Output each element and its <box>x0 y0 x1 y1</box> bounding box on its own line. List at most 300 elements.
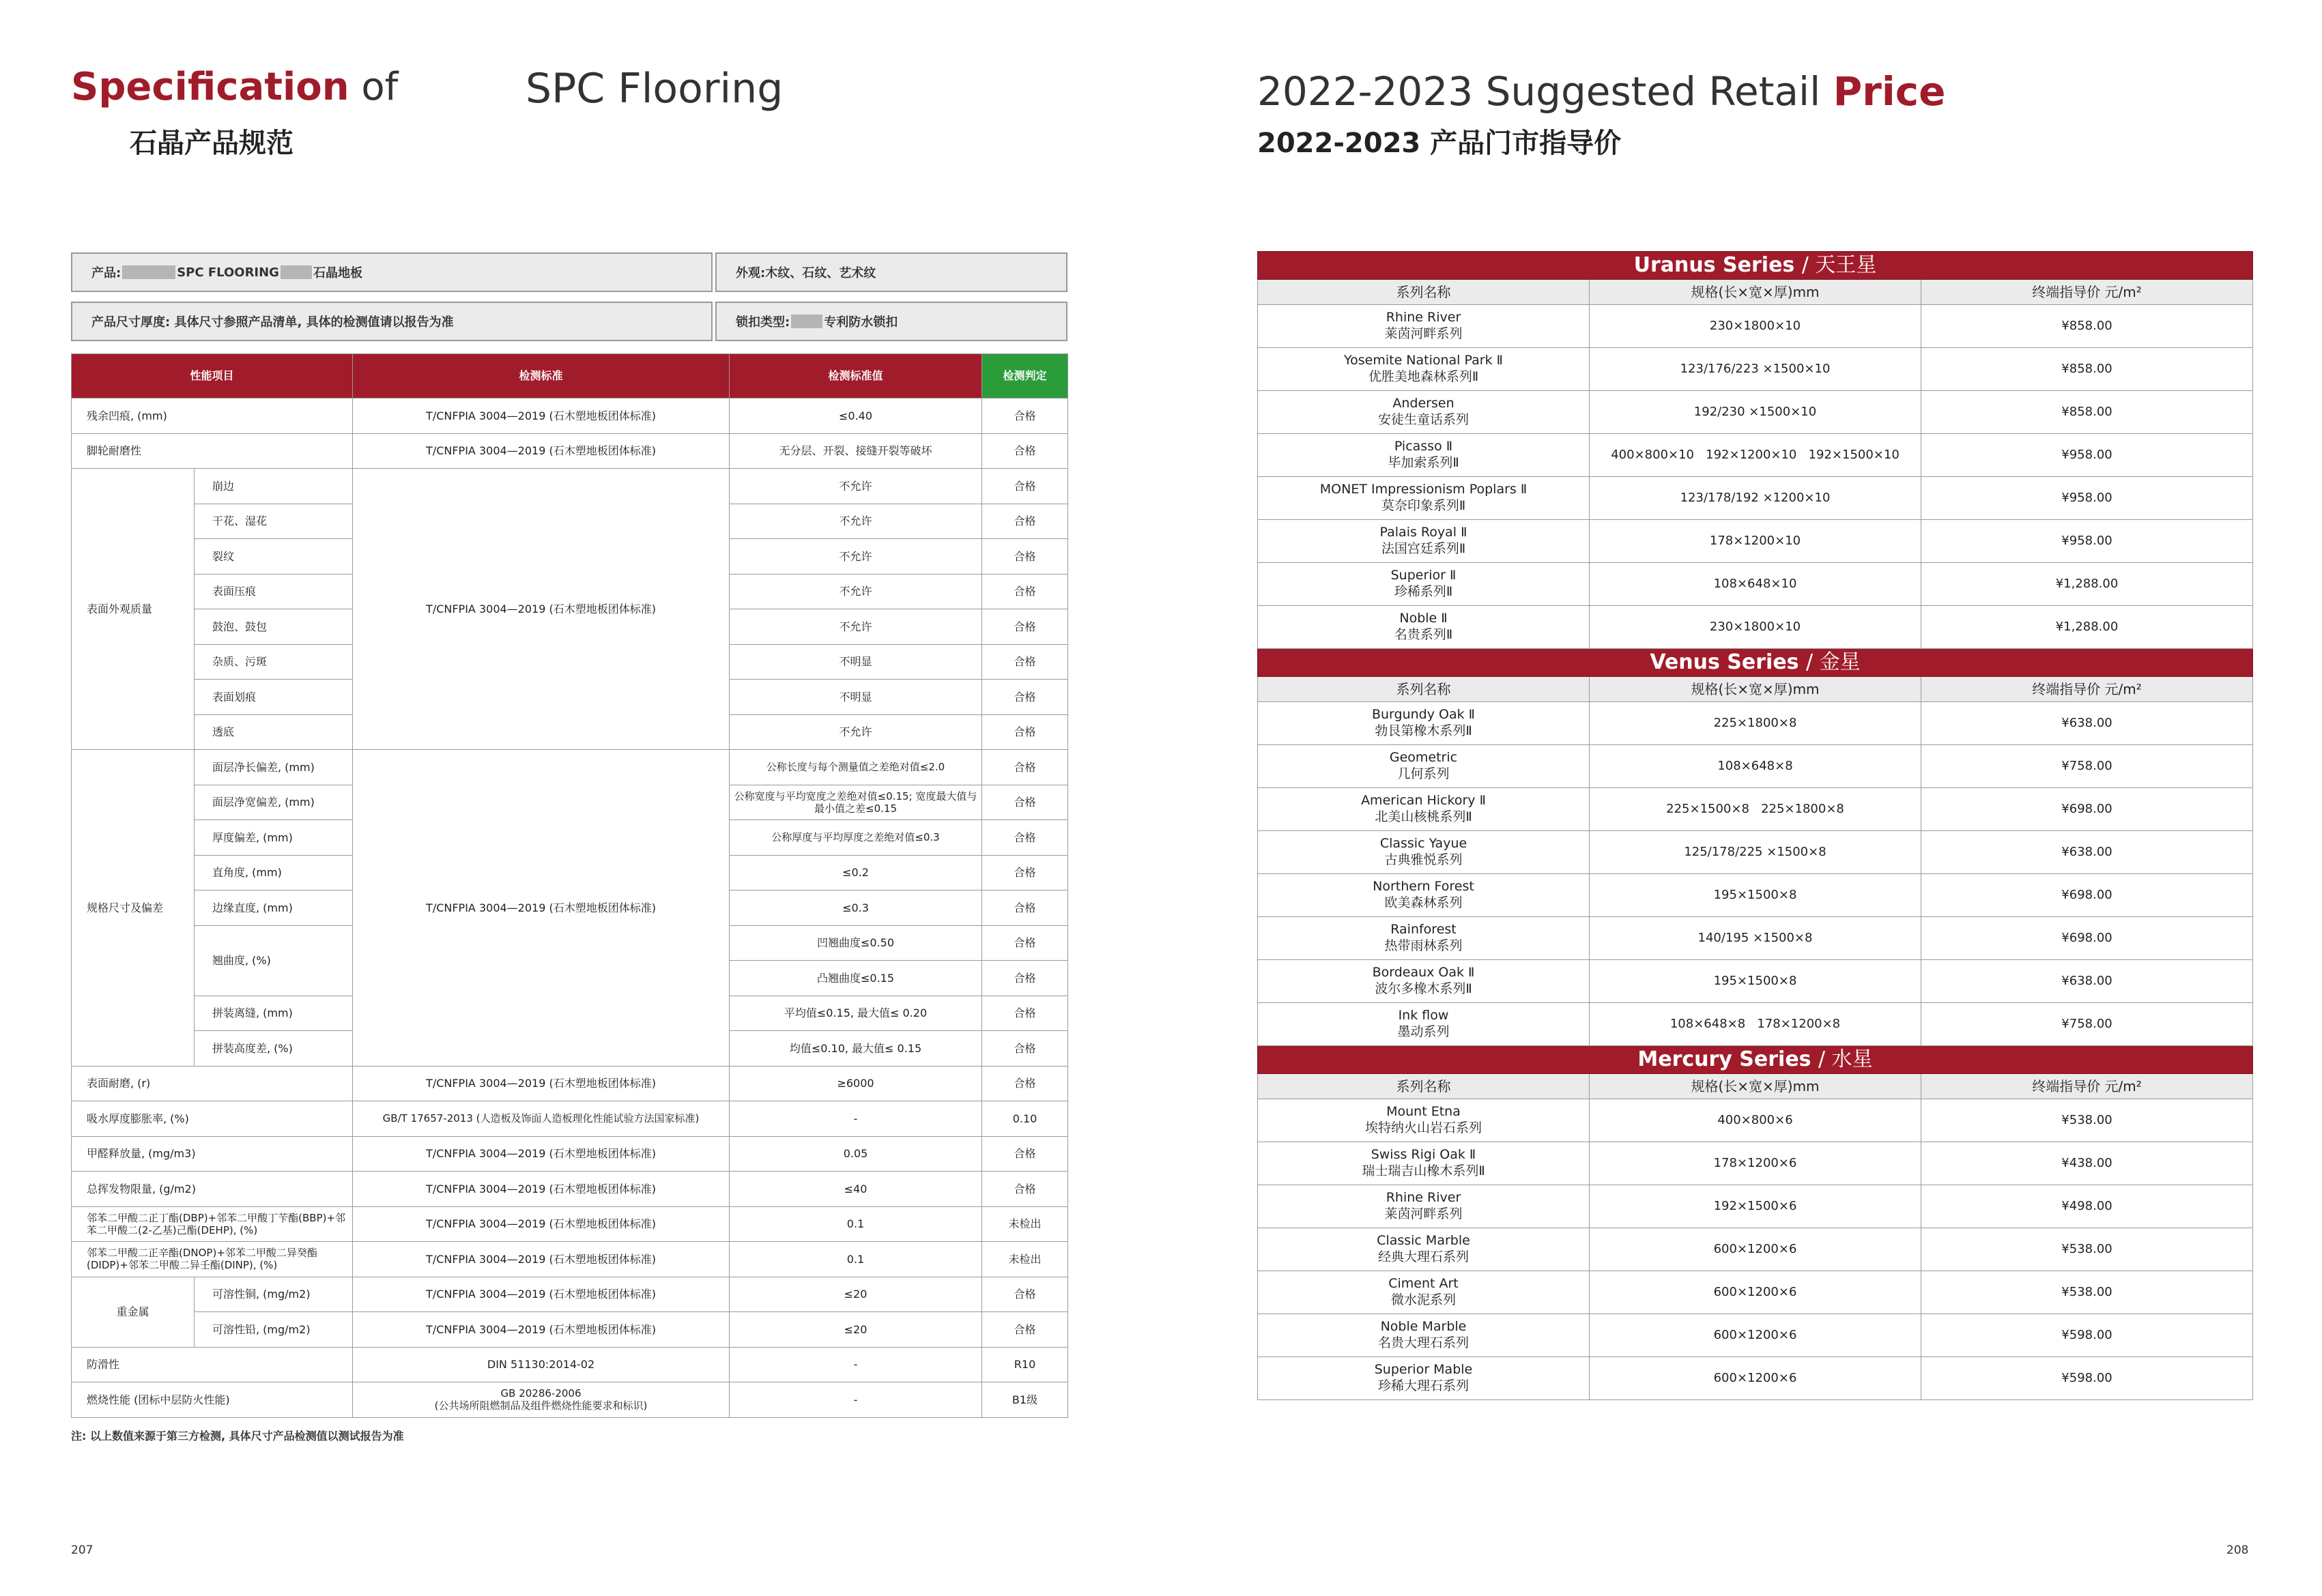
product-price: ¥1,288.00 <box>1921 606 2253 649</box>
product-name-en: Rhine River <box>1386 310 1461 325</box>
product-name-cn: 埃特纳火山岩石系列 <box>1364 1120 1482 1135</box>
size-header: 规格(长×宽×厚)mm <box>1590 1074 1921 1099</box>
product-size: 140/195 ×1500×8 <box>1590 917 1921 960</box>
row-value: 平均值≤0.15, 最大值≤ 0.20 <box>730 996 982 1031</box>
product-size: 400×800×10 192×1200×10 192×1500×10 <box>1590 434 1921 477</box>
row-subitem: 鼓泡、鼓包 <box>195 609 353 645</box>
series-name-header: 系列名称 <box>1258 677 1590 702</box>
column-header-row <box>1258 677 2253 702</box>
product-name-cell <box>1258 1003 1590 1046</box>
table-row <box>1258 305 2253 348</box>
row-subitem: 表面压痕 <box>195 574 353 609</box>
row-subitem: 厚度偏差, (mm) <box>195 820 353 856</box>
table-row <box>1258 1099 2253 1142</box>
product-name-en: Superior Ⅱ <box>1390 568 1457 583</box>
product-size: 225×1500×8 225×1800×8 <box>1590 788 1921 831</box>
product-price: ¥638.00 <box>1921 831 2253 874</box>
product-name-cell <box>1258 305 1590 348</box>
table-row <box>1258 745 2253 788</box>
product-price: ¥958.00 <box>1921 477 2253 520</box>
row-value: - <box>730 1101 982 1137</box>
row-value: ≤20 <box>730 1312 982 1348</box>
product-name-en: Noble Marble <box>1380 1319 1467 1335</box>
row-result: 合格 <box>982 680 1068 715</box>
row-value: 不允许 <box>730 609 982 645</box>
product-price: ¥958.00 <box>1921 434 2253 477</box>
product-name-en: Yosemite National Park Ⅱ <box>1344 353 1503 368</box>
series-header-row <box>1258 649 2253 677</box>
row-item: 表面耐磨, (r) <box>72 1066 353 1101</box>
size-info-box <box>71 302 713 341</box>
row-result: 未检出 <box>982 1242 1068 1277</box>
product-name-en: Superior Mable <box>1374 1362 1473 1378</box>
product-size: 225×1800×8 <box>1590 702 1921 745</box>
row-result: 合格 <box>982 1066 1068 1101</box>
price-header: 终端指导价 元/m² <box>1921 677 2253 702</box>
product-size: 600×1200×6 <box>1590 1271 1921 1314</box>
product-name-en: Burgundy Oak Ⅱ <box>1371 707 1476 723</box>
table-row <box>1258 1228 2253 1271</box>
row-value: ≤40 <box>730 1172 982 1207</box>
product-name-en: Rhine River <box>1386 1190 1461 1206</box>
row-standard: T/CNFPIA 3004—2019 (石木塑地板团体标准) <box>353 1312 730 1348</box>
row-value: - <box>730 1382 982 1418</box>
row-result: 合格 <box>982 398 1068 434</box>
row-value: 凸翘曲度≤0.15 <box>730 961 982 996</box>
series-name-header: 系列名称 <box>1258 280 1590 305</box>
product-size: 178×1200×10 <box>1590 520 1921 563</box>
series-header-row <box>1258 252 2253 280</box>
row-standard: T/CNFPIA 3004—2019 (石木塑地板团体标准) <box>353 1242 730 1277</box>
row-result: 合格 <box>982 469 1068 504</box>
row-result: 合格 <box>982 750 1068 785</box>
row-subitem: 裂纹 <box>195 539 353 575</box>
spec-title-red: Specification <box>71 65 349 109</box>
product-suffix: 石晶地板 <box>313 266 362 280</box>
redacted-brand <box>122 265 175 279</box>
metal-group-label: 重金属 <box>72 1277 195 1347</box>
product-name-cell <box>1258 434 1590 477</box>
product-size: 125/178/225 ×1500×8 <box>1590 831 1921 874</box>
product-name-en: Geometric <box>1389 750 1458 766</box>
product-price: ¥598.00 <box>1921 1314 2253 1357</box>
surface-standard: T/CNFPIA 3004—2019 (石木塑地板团体标准) <box>353 469 730 750</box>
product-name-cn: 热带雨林系列 <box>1384 938 1463 953</box>
product-price: ¥858.00 <box>1921 391 2253 434</box>
table-row <box>72 1347 1068 1382</box>
product-name-cn: 波尔多橡木系列Ⅱ <box>1375 981 1472 996</box>
row-value: 公称宽度与平均宽度之差绝对值≤0.15; 宽度最大值与最小值之差≤0.15 <box>730 785 982 820</box>
product-name-cell <box>1258 1314 1590 1357</box>
lock-info-box <box>715 302 1067 341</box>
product-size: 192/230 ×1500×10 <box>1590 391 1921 434</box>
appearance-info-box <box>715 252 1067 292</box>
row-subitem: 面层净长偏差, (mm) <box>195 750 353 785</box>
retail-price-title <box>1257 68 1945 115</box>
product-name-cn: 几何系列 <box>1397 766 1450 781</box>
row-standard: T/CNFPIA 3004—2019 (石木塑地板团体标准) <box>353 398 730 434</box>
row-result: 合格 <box>982 1277 1068 1312</box>
product-name-cn: 名贵大理石系列 <box>1377 1335 1469 1350</box>
table-row <box>1258 348 2253 391</box>
row-value: 不允许 <box>730 469 982 504</box>
row-value: ≤0.3 <box>730 890 982 926</box>
product-name-en: Classic Marble <box>1377 1233 1470 1249</box>
product-name-cn: 瑞士瑞吉山橡木系列Ⅱ <box>1362 1163 1485 1178</box>
product-size: 108×648×8 178×1200×8 <box>1590 1003 1921 1046</box>
row-result: 合格 <box>982 961 1068 996</box>
product-size: 123/176/223 ×1500×10 <box>1590 348 1921 391</box>
dim-standard: T/CNFPIA 3004—2019 (石木塑地板团体标准) <box>353 750 730 1067</box>
product-size: 178×1200×6 <box>1590 1142 1921 1185</box>
row-subitem: 直角度, (mm) <box>195 855 353 890</box>
product-price: ¥1,288.00 <box>1921 563 2253 606</box>
lock-prefix: 锁扣类型: <box>736 315 790 330</box>
table-row <box>72 1136 1068 1172</box>
product-price: ¥858.00 <box>1921 348 2253 391</box>
product-name-cell <box>1258 563 1590 606</box>
row-standard: T/CNFPIA 3004—2019 (石木塑地板团体标准) <box>353 433 730 469</box>
spec-title <box>71 65 398 109</box>
price-table <box>1257 251 2253 1400</box>
product-name-en: Noble Ⅱ <box>1399 611 1448 626</box>
table-row <box>72 1206 1068 1242</box>
row-value: 0.05 <box>730 1136 982 1172</box>
table-row <box>72 1242 1068 1277</box>
product-name-cn: 古典雅悦系列 <box>1384 852 1463 867</box>
product-name-en: Bordeaux Oak Ⅱ <box>1372 965 1475 981</box>
product-name-cn: 微水泥系列 <box>1390 1292 1456 1307</box>
header-standard: 检测标准 <box>353 354 730 398</box>
row-result: 合格 <box>982 609 1068 645</box>
fire-standard-desc: (公共场所阻燃制品及组件燃烧性能要求和标识) <box>434 1399 648 1412</box>
appearance-text: 外观:木纹、石纹、艺术纹 <box>736 266 876 280</box>
row-subitem: 拼装离缝, (mm) <box>195 996 353 1031</box>
product-name-cn: 珍稀系列Ⅱ <box>1394 584 1453 599</box>
series-name-header: 系列名称 <box>1258 1074 1590 1099</box>
product-price: ¥438.00 <box>1921 1142 2253 1185</box>
row-subitem: 干花、湿花 <box>195 504 353 539</box>
product-size: 600×1200×6 <box>1590 1357 1921 1400</box>
series-name-cn: / 水星 <box>1818 1047 1873 1072</box>
table-row <box>1258 391 2253 434</box>
redacted-brand <box>281 265 312 279</box>
row-result: 合格 <box>982 1312 1068 1348</box>
series-title <box>1258 252 2253 280</box>
table-row <box>1258 1271 2253 1314</box>
row-subitem: 拼装高度差, (%) <box>195 1031 353 1067</box>
row-value: ≤0.2 <box>730 855 982 890</box>
row-value: 公称厚度与平均厚度之差绝对值≤0.3 <box>730 820 982 856</box>
row-result: 合格 <box>982 785 1068 820</box>
series-name-cn: / 天王星 <box>1801 253 1877 278</box>
spec-title-of: of <box>349 65 399 109</box>
product-name-cell <box>1258 874 1590 917</box>
row-result: 合格 <box>982 890 1068 926</box>
product-price: ¥498.00 <box>1921 1185 2253 1228</box>
product-size: 230×1800×10 <box>1590 305 1921 348</box>
table-row <box>72 433 1068 469</box>
table-row <box>1258 788 2253 831</box>
table-row <box>1258 1003 2253 1046</box>
product-name-cn: 莱茵河畔系列 <box>1384 326 1463 341</box>
product-name-cn: 名贵系列Ⅱ <box>1394 627 1453 642</box>
table-row <box>1258 917 2253 960</box>
table-row <box>1258 477 2253 520</box>
row-value: 不允许 <box>730 539 982 575</box>
product-name-en: American Hickory Ⅱ <box>1361 793 1486 809</box>
row-value: - <box>730 1347 982 1382</box>
product-name-cell <box>1258 788 1590 831</box>
row-standard: T/CNFPIA 3004—2019 (石木塑地板团体标准) <box>353 1277 730 1312</box>
page-number-left: 207 <box>71 1543 94 1557</box>
row-item: 总挥发物限量, (g/m2) <box>72 1172 353 1207</box>
row-subitem: 面层净宽偏差, (mm) <box>195 785 353 820</box>
price-header: 终端指导价 元/m² <box>1921 1074 2253 1099</box>
row-result: 合格 <box>982 539 1068 575</box>
row-value: ≤20 <box>730 1277 982 1312</box>
row-result: 合格 <box>982 996 1068 1031</box>
product-name-cn: 莱茵河畔系列 <box>1384 1206 1463 1221</box>
row-standard: T/CNFPIA 3004—2019 (石木塑地板团体标准) <box>353 1066 730 1101</box>
series-name-cn: / 金星 <box>1806 650 1861 675</box>
product-name-en: Ciment Art <box>1388 1276 1459 1292</box>
product-price: ¥598.00 <box>1921 1357 2253 1400</box>
row-subitem: 杂质、污斑 <box>195 644 353 680</box>
row-result: 合格 <box>982 574 1068 609</box>
table-row <box>72 1277 1068 1312</box>
retail-title-cn: 2022-2023 产品门市指导价 <box>1257 128 1622 159</box>
product-name-cell <box>1258 1099 1590 1142</box>
row-value: 不明显 <box>730 680 982 715</box>
product-name-cn: 莫奈印象系列Ⅱ <box>1381 498 1466 513</box>
row-value: 不允许 <box>730 504 982 539</box>
product-size: 400×800×6 <box>1590 1099 1921 1142</box>
row-subitem: 边缘直度, (mm) <box>195 890 353 926</box>
row-subitem: 崩边 <box>195 469 353 504</box>
product-info-box <box>71 252 713 292</box>
product-name-cn: 优胜美地森林系列Ⅱ <box>1368 369 1479 384</box>
product-price: ¥538.00 <box>1921 1099 2253 1142</box>
product-name-cn: 安徒生童话系列 <box>1377 412 1469 427</box>
table-row <box>1258 1314 2253 1357</box>
product-name-cell <box>1258 1228 1590 1271</box>
product-name-en: MONET Impressionism Poplars Ⅱ <box>1319 482 1528 497</box>
price-header: 终端指导价 元/m² <box>1921 280 2253 305</box>
row-result: 未检出 <box>982 1206 1068 1242</box>
row-standard: DIN 51130:2014-02 <box>353 1347 730 1382</box>
table-row <box>72 1312 1068 1348</box>
series-title <box>1258 1046 2253 1074</box>
row-result: 0.10 <box>982 1101 1068 1137</box>
header-result: 检测判定 <box>982 354 1068 398</box>
row-result: 合格 <box>982 644 1068 680</box>
row-item: 防滑性 <box>72 1347 353 1382</box>
row-value: ≥6000 <box>730 1066 982 1101</box>
lock-suffix: 专利防水锁扣 <box>824 315 898 330</box>
size-note-text: 产品尺寸厚度: 具体尺寸参照产品清单, 具体的检测值请以报告为准 <box>91 315 454 330</box>
table-row <box>1258 874 2253 917</box>
row-result: 合格 <box>982 925 1068 961</box>
table-row <box>72 1382 1068 1418</box>
row-result: R10 <box>982 1347 1068 1382</box>
product-size: 123/178/192 ×1200×10 <box>1590 477 1921 520</box>
row-subitem: 表面划痕 <box>195 680 353 715</box>
product-size: 230×1800×10 <box>1590 606 1921 649</box>
series-name-en: Uranus Series <box>1633 253 1795 278</box>
header-item: 性能项目 <box>72 354 353 398</box>
row-value: ≤0.40 <box>730 398 982 434</box>
row-subitem: 翘曲度, (%) <box>195 925 353 996</box>
product-name-cn: 勃艮第橡木系列Ⅱ <box>1375 723 1472 738</box>
product-size: 600×1200×6 <box>1590 1314 1921 1357</box>
series-name-en: Mercury Series <box>1637 1047 1811 1072</box>
product-price: ¥698.00 <box>1921 917 2253 960</box>
product-name-cell <box>1258 477 1590 520</box>
row-value: 不允许 <box>730 714 982 750</box>
retail-title-red: Price <box>1833 68 1946 115</box>
product-name-en: Northern Forest <box>1373 879 1474 895</box>
product-price: ¥638.00 <box>1921 960 2253 1003</box>
product-price: ¥698.00 <box>1921 874 2253 917</box>
series-name-en: Venus Series <box>1650 650 1799 675</box>
row-value: 无分层、开裂、接缝开裂等破坏 <box>730 433 982 469</box>
product-name-cn: 欧美森林系列 <box>1384 895 1463 910</box>
row-result: 合格 <box>982 1136 1068 1172</box>
product-name-cell <box>1258 745 1590 788</box>
product-name-en: Ink flow <box>1398 1008 1449 1024</box>
product-size: 195×1500×8 <box>1590 960 1921 1003</box>
footnote: 注: 以上数值来源于第三方检测, 具体尺寸产品检测值以测试报告为准 <box>71 1430 404 1442</box>
row-standard: T/CNFPIA 3004—2019 (石木塑地板团体标准) <box>353 1136 730 1172</box>
product-name-cell <box>1258 606 1590 649</box>
product-name-cn: 北美山核桃系列Ⅱ <box>1375 809 1472 824</box>
row-standard: T/CNFPIA 3004—2019 (石木塑地板团体标准) <box>353 1172 730 1207</box>
surface-group-label: 表面外观质量 <box>72 469 195 750</box>
header-value: 检测标准值 <box>730 354 982 398</box>
row-subitem: 可溶性铜, (mg/m2) <box>195 1277 353 1312</box>
table-row <box>1258 606 2253 649</box>
product-name-en: Palais Royal Ⅱ <box>1379 525 1467 540</box>
product-price: ¥538.00 <box>1921 1228 2253 1271</box>
row-item: 燃烧性能 (团标中层防火性能) <box>72 1382 353 1418</box>
size-header: 规格(长×宽×厚)mm <box>1590 280 1921 305</box>
row-result: B1级 <box>982 1382 1068 1418</box>
row-value: 不允许 <box>730 574 982 609</box>
product-price: ¥958.00 <box>1921 520 2253 563</box>
retail-title-main: 2022-2023 Suggested Retail <box>1257 68 1833 115</box>
product-name-en: Swiss Rigi Oak Ⅱ <box>1371 1147 1476 1163</box>
column-header-row <box>1258 1074 2253 1099</box>
row-value: 0.1 <box>730 1242 982 1277</box>
product-prefix: 产品: <box>91 266 121 280</box>
row-standard: T/CNFPIA 3004—2019 (石木塑地板团体标准) <box>353 1206 730 1242</box>
product-name-en: Rainforest <box>1390 922 1457 938</box>
product-name-en: Classic Yayue <box>1379 836 1467 852</box>
row-result: 合格 <box>982 855 1068 890</box>
table-row <box>1258 563 2253 606</box>
product-name-en: Andersen <box>1392 396 1454 411</box>
dim-group-label: 规格尺寸及偏差 <box>72 750 195 1067</box>
product-name-cell <box>1258 1271 1590 1314</box>
row-item: 残余凹痕, (mm) <box>72 398 353 434</box>
product-size: 192×1500×6 <box>1590 1185 1921 1228</box>
table-row <box>72 750 1068 785</box>
row-standard <box>353 1382 730 1418</box>
redacted-brand <box>791 315 822 328</box>
product-name-cell <box>1258 348 1590 391</box>
row-item: 吸水厚度膨胀率, (%) <box>72 1101 353 1137</box>
product-name-cn: 法国宫廷系列Ⅱ <box>1381 541 1466 556</box>
row-result: 合格 <box>982 504 1068 539</box>
spc-flooring-title: SPC Flooring <box>526 65 784 113</box>
table-row <box>72 469 1068 504</box>
product-name-cell <box>1258 1185 1590 1228</box>
table-row <box>72 398 1068 434</box>
spec-header-row <box>72 354 1068 398</box>
table-row <box>1258 702 2253 745</box>
row-value: 凹翘曲度≤0.50 <box>730 925 982 961</box>
product-name-cn: 毕加索系列Ⅱ <box>1388 455 1459 470</box>
spec-table <box>71 353 1068 1418</box>
product-name-cell <box>1258 917 1590 960</box>
page-number-right: 208 <box>2226 1543 2249 1557</box>
fire-standard-code: GB 20286-2006 <box>500 1387 582 1400</box>
product-name-cell <box>1258 1142 1590 1185</box>
column-header-row <box>1258 280 2253 305</box>
product-name-en: Mount Etna <box>1386 1104 1461 1120</box>
size-header: 规格(长×宽×厚)mm <box>1590 677 1921 702</box>
row-value: 不明显 <box>730 644 982 680</box>
table-row <box>1258 960 2253 1003</box>
row-value: 0.1 <box>730 1206 982 1242</box>
row-subitem: 可溶性铅, (mg/m2) <box>195 1312 353 1348</box>
row-result: 合格 <box>982 433 1068 469</box>
table-row <box>1258 831 2253 874</box>
product-size: 600×1200×6 <box>1590 1228 1921 1271</box>
product-size: 108×648×10 <box>1590 563 1921 606</box>
product-mid: SPC FLOORING <box>177 265 279 280</box>
spec-title-cn: 石晶产品规范 <box>130 128 293 159</box>
product-price: ¥538.00 <box>1921 1271 2253 1314</box>
row-standard: GB/T 17657-2013 (人造板及饰面人造板理化性能试验方法国家标准) <box>353 1101 730 1137</box>
product-name-cn: 珍稀大理石系列 <box>1377 1378 1469 1393</box>
product-name-cell <box>1258 1357 1590 1400</box>
table-row <box>1258 520 2253 563</box>
product-size: 108×648×8 <box>1590 745 1921 788</box>
row-result: 合格 <box>982 1031 1068 1067</box>
row-result: 合格 <box>982 820 1068 856</box>
table-row <box>72 1066 1068 1101</box>
product-name-en: Picasso Ⅱ <box>1394 439 1453 454</box>
product-name-cell <box>1258 831 1590 874</box>
row-result: 合格 <box>982 714 1068 750</box>
row-subitem: 透底 <box>195 714 353 750</box>
row-item: 邻苯二甲酸二正丁酯(DBP)+邻苯二甲酸丁苄酯(BBP)+邻苯二甲酸二(2-乙基)己酯(DEHP), (%) <box>72 1206 353 1242</box>
series-header-row <box>1258 1046 2253 1074</box>
product-size: 195×1500×8 <box>1590 874 1921 917</box>
product-price: ¥698.00 <box>1921 788 2253 831</box>
row-item: 甲醛释放量, (mg/m3) <box>72 1136 353 1172</box>
table-row <box>1258 434 2253 477</box>
product-price: ¥858.00 <box>1921 305 2253 348</box>
product-name-cell <box>1258 960 1590 1003</box>
row-value: 公称长度与每个测量值之差绝对值≤2.0 <box>730 750 982 785</box>
series-title <box>1258 649 2253 677</box>
row-value: 均值≤0.10, 最大值≤ 0.15 <box>730 1031 982 1067</box>
row-result: 合格 <box>982 1172 1068 1207</box>
product-name-cell <box>1258 520 1590 563</box>
